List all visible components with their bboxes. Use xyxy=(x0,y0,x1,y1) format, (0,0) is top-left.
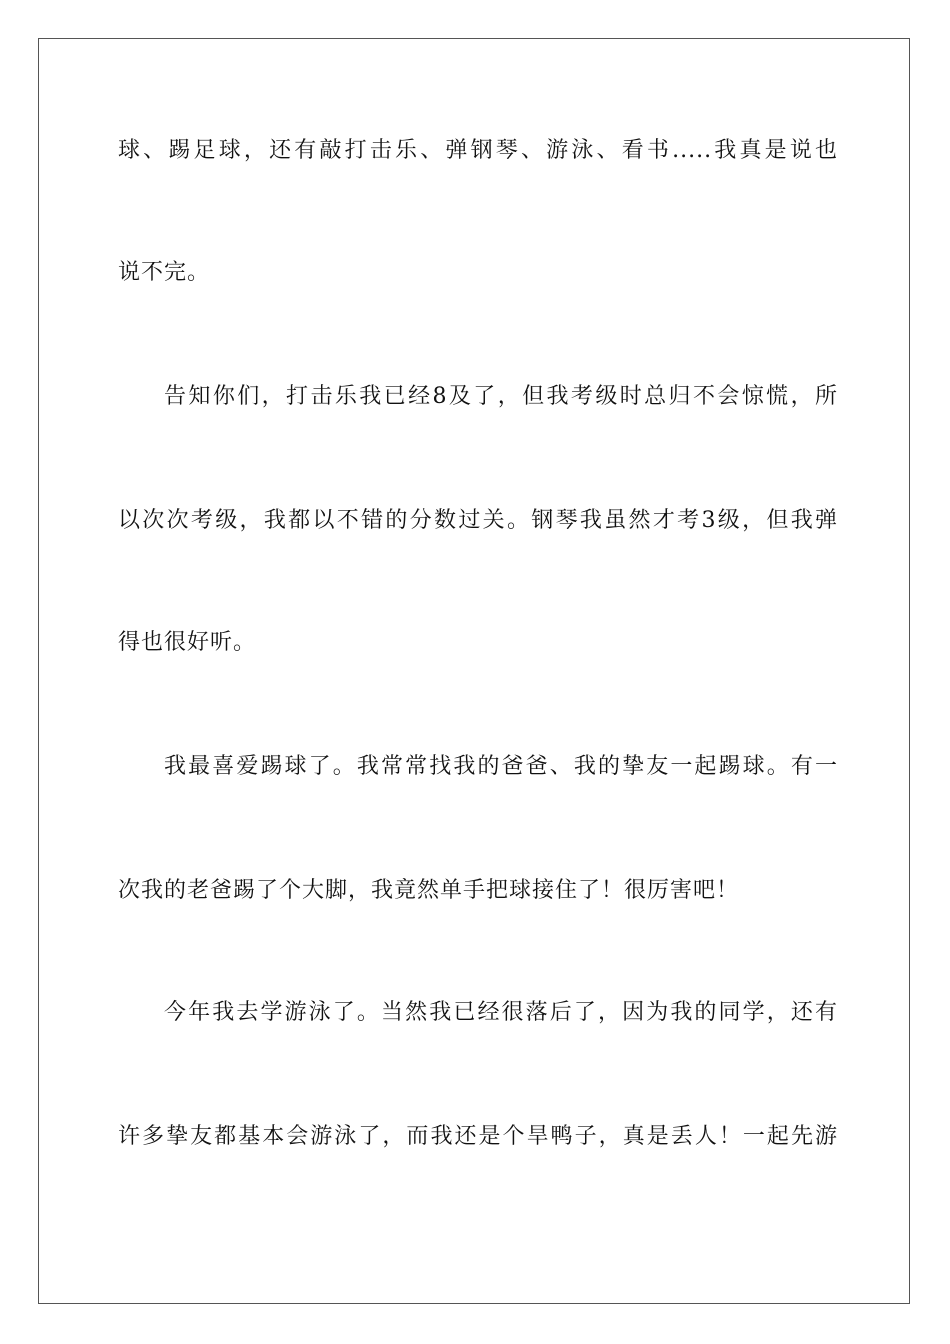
text-line-5: 得也很好听。 xyxy=(118,630,257,655)
text-line-7: 次我的老爸踢了个大脚，我竟然单手把球接住了！很厉害吧！ xyxy=(118,878,740,903)
page-border xyxy=(38,38,910,1304)
text-line-8: 今年我去学游泳了。当然我已经很落后了，因为我的同学，还有 xyxy=(164,1000,838,1025)
text-line-2: 说不完。 xyxy=(118,260,211,285)
text-line-4: 以次次考级，我都以不错的分数过关。钢琴我虽然才考3级，但我弹 xyxy=(118,508,838,533)
text-line-1: 球、踢足球，还有敲打击乐、弹钢琴、游泳、看书.....我真是说也 xyxy=(118,138,838,163)
text-line-9: 许多挚友都基本会游泳了，而我还是个旱鸭子，真是丢人！一起先游 xyxy=(118,1124,838,1149)
text-line-6: 我最喜爱踢球了。我常常找我的爸爸、我的挚友一起踢球。有一 xyxy=(164,754,838,779)
text-line-3: 告知你们，打击乐我已经8及了，但我考级时总归不会惊慌，所 xyxy=(164,384,838,409)
